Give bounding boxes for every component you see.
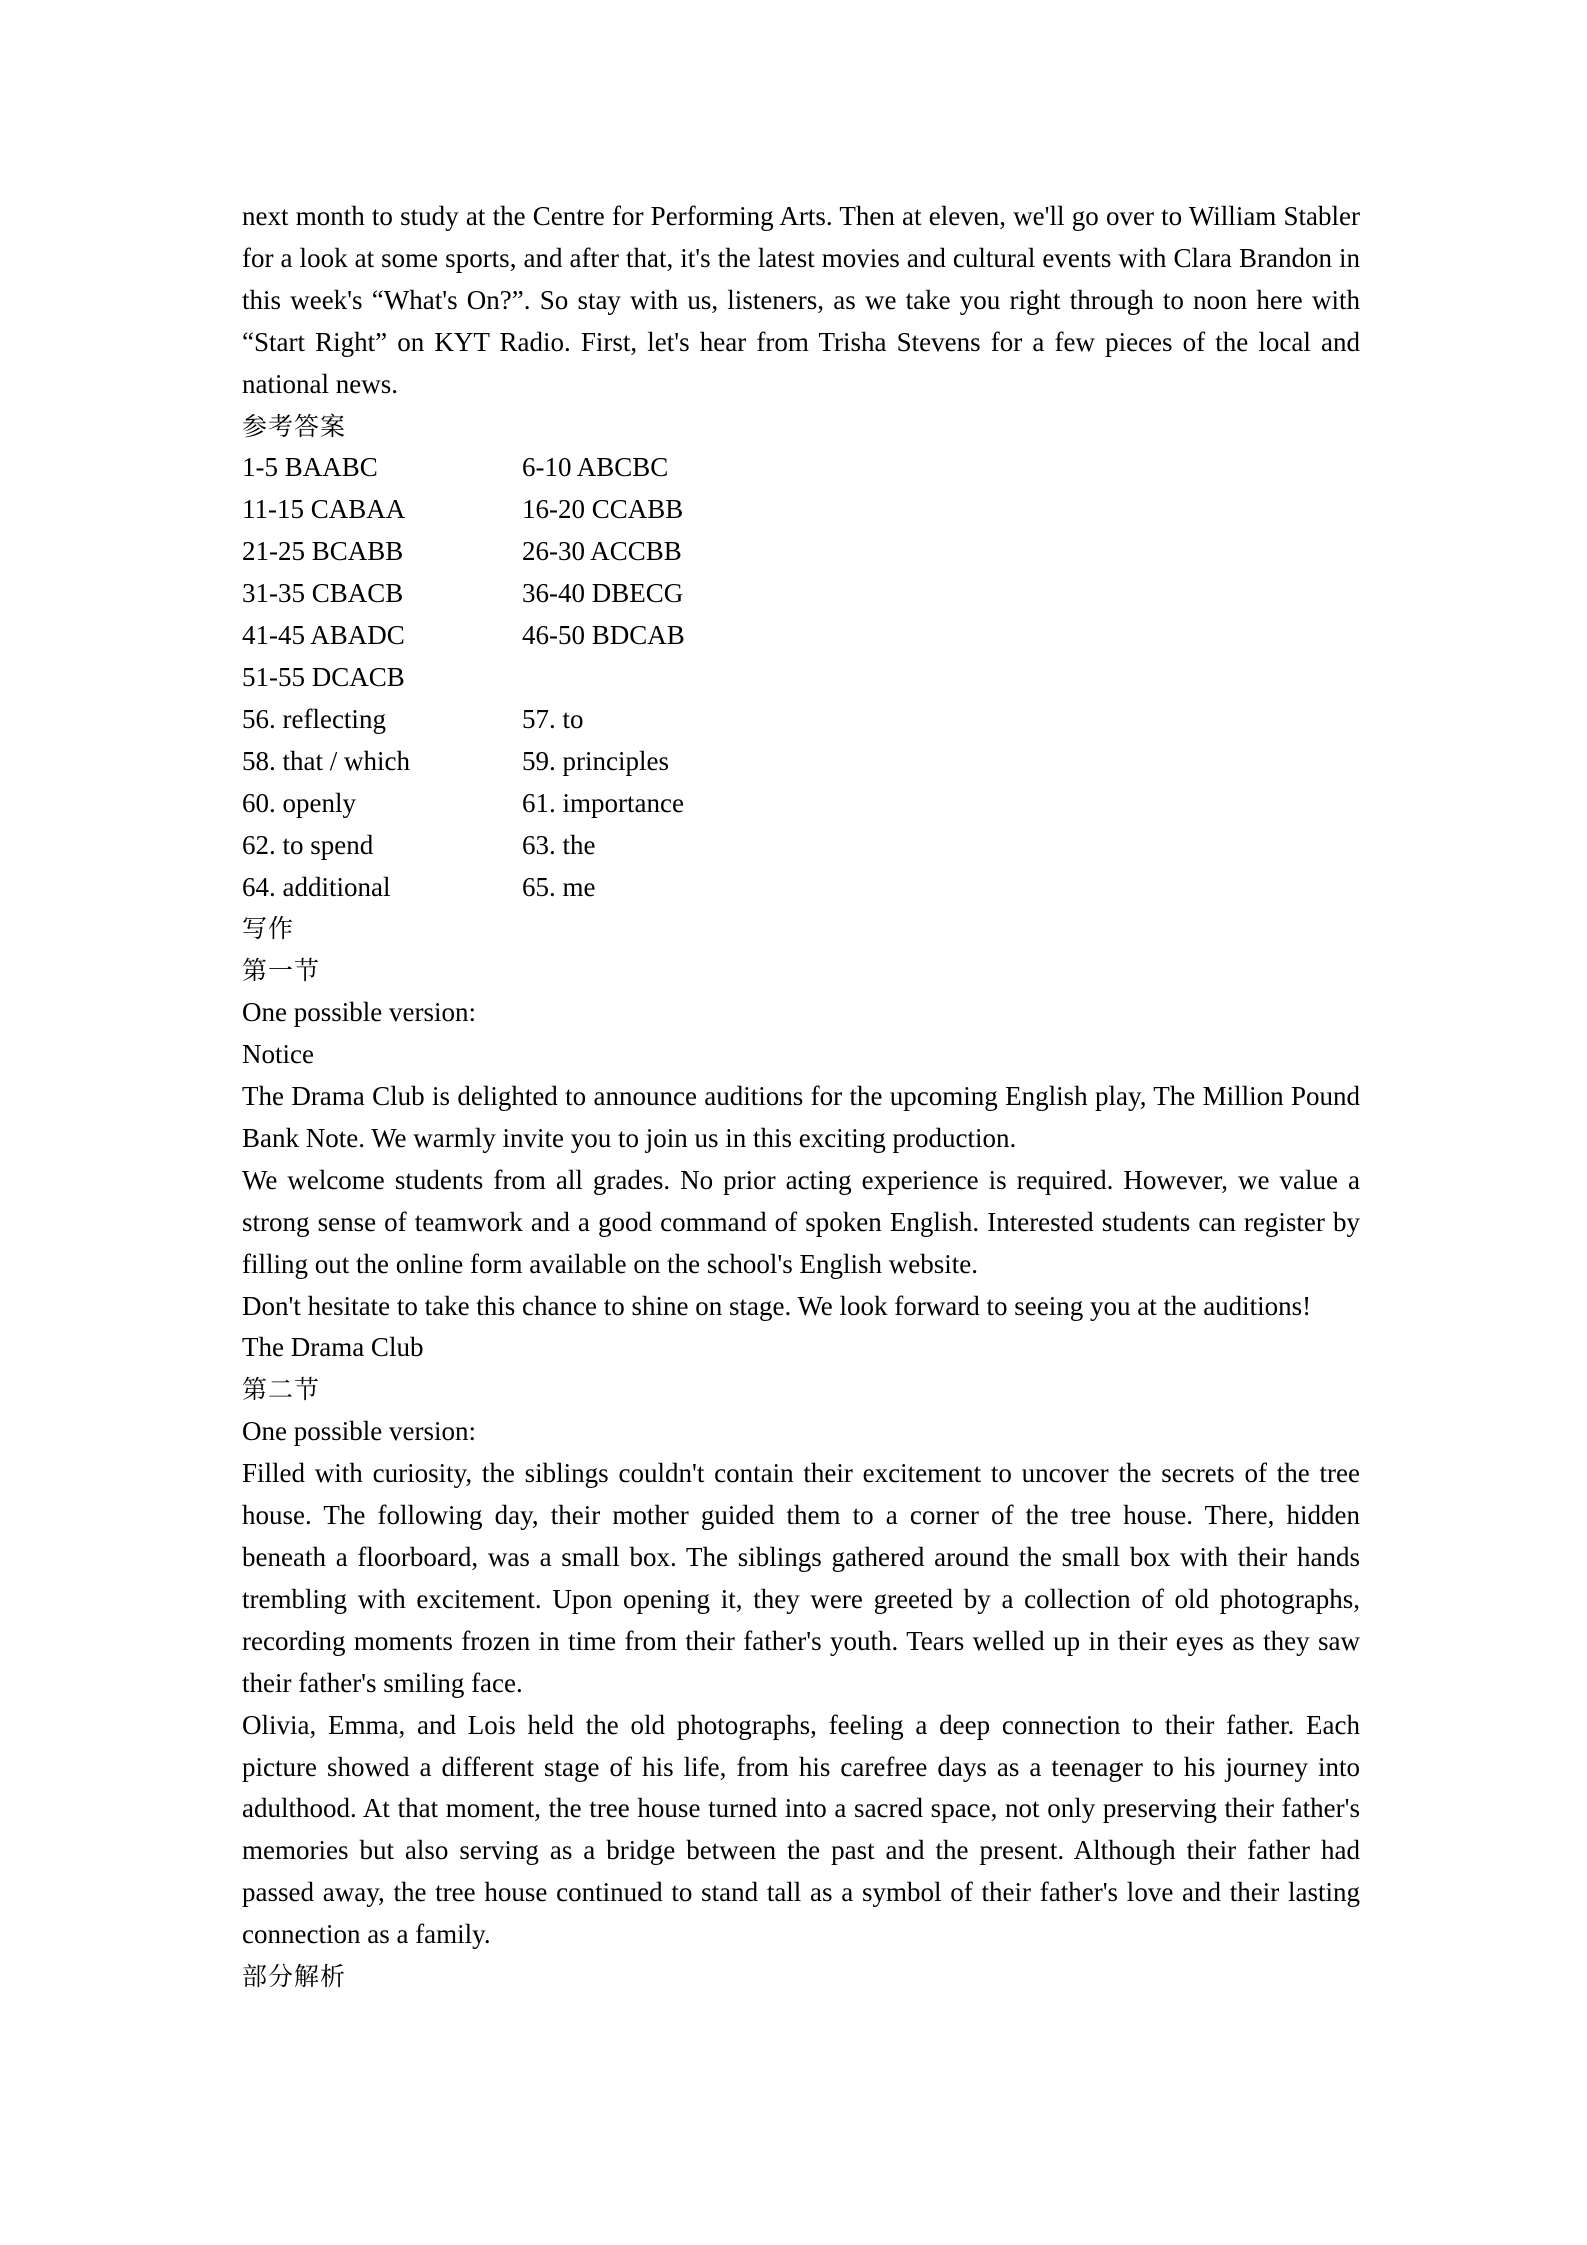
section-2-version-label: One possible version:: [242, 1416, 476, 1447]
answer-row: [242, 489, 1360, 531]
answer-row: [242, 699, 1360, 741]
answers-heading: 参考答案: [242, 411, 347, 441]
answer-row: [242, 447, 1360, 489]
answer-item: 46-50 BDCAB: [522, 620, 685, 651]
answer-item: 51-55 DCACB: [242, 661, 405, 692]
answer-item: 6-10 ABCBC: [522, 452, 669, 483]
answer-row: [242, 825, 1360, 867]
writing-heading: 写作: [242, 914, 295, 944]
answer-row: [242, 573, 1360, 615]
answer-row: [242, 615, 1360, 657]
section-1-heading: 第一节: [242, 956, 321, 986]
notice-title: Notice: [242, 1039, 314, 1070]
answer-row: [242, 531, 1360, 573]
section-2-heading: 第二节: [242, 1375, 321, 1405]
answer-key-list: [242, 447, 1360, 908]
answer-item: 36-40 DBECG: [522, 578, 684, 609]
answer-item: 65. me: [522, 871, 596, 902]
answer-item: 31-35 CBACB: [242, 578, 404, 609]
story-paragraph: Filled with curiosity, the siblings couldn't contain their excitement to uncover the secrets of the tree house. The following day, their mother guided them to a corner of the tree house. There, hidden beneath a floorboard, was a small box. The siblings gathered around the small box with their hands trembling with excitement. Upon opening it, they were greeted by a collection of old photographs, recording moments frozen in time from their father's youth. Tears welled up in their eyes as they saw their father's smiling face.: [242, 1458, 1360, 1698]
answer-row: [242, 657, 1360, 699]
section-1-version-label: One possible version:: [242, 997, 476, 1028]
answer-row: [242, 783, 1360, 825]
answer-row: [242, 867, 1360, 909]
answer-item: 60. openly: [242, 787, 356, 818]
answer-item: 1-5 BAABC: [242, 452, 378, 483]
listening-transcript-paragraph: next month to study at the Centre for Performing Arts. Then at eleven, we'll go over to William Stabler for a look at some sports, and after that, it's the latest movies and cultural events with Clara Brandon in this week's “What's On?”. So stay with us, listeners, as we take you right through to noon here with “Start Right” on KYT Radio. First, let's hear from Trisha Stevens for a few pieces of the local and national news.: [242, 201, 1360, 399]
answer-row: [242, 741, 1360, 783]
answer-item: 56. reflecting: [242, 703, 386, 734]
notice-paragraph: Don't hesitate to take this chance to shine on stage. We look forward to seeing you at the auditions!: [242, 1290, 1312, 1321]
answer-item: 61. importance: [522, 787, 684, 818]
answer-item: 57. to: [522, 703, 584, 734]
answer-item: 63. the: [522, 829, 596, 860]
story-paragraph: Olivia, Emma, and Lois held the old photographs, feeling a deep connection to their father. Each picture showed a different stage of his life, from his carefree days as a teenager to his journey into adulthood. At that moment, the tree house turned into a sacred space, not only preserving their father's memories but also serving as a bridge between the past and the present. Although their father had passed away, the tree house continued to stand tall as a symbol of their father's love and their lasting connection as a family.: [242, 1709, 1360, 1950]
notice-paragraph: We welcome students from all grades. No prior acting experience is required. However, we value a strong sense of teamwork and a good command of spoken English. Interested students can register by filling out the online form available on the school's English website.: [242, 1164, 1360, 1279]
analysis-heading: 部分解析: [242, 1962, 347, 1992]
document-page: [242, 196, 1360, 1998]
answer-item: 16-20 CCABB: [522, 494, 684, 525]
notice-signature: The Drama Club: [242, 1332, 424, 1363]
answer-item: 41-45 ABADC: [242, 620, 405, 651]
answer-item: 11-15 CABAA: [242, 494, 406, 525]
answer-item: 21-25 BCABB: [242, 536, 404, 567]
answer-item: 59. principles: [522, 745, 669, 776]
answer-item: 62. to spend: [242, 829, 374, 860]
answer-item: 64. additional: [242, 871, 391, 902]
answer-item: 26-30 ACCBB: [522, 536, 682, 567]
answer-item: 58. that / which: [242, 745, 410, 776]
notice-paragraph: The Drama Club is delighted to announce auditions for the upcoming English play, The Million Pound Bank Note. We warmly invite you to join us in this exciting production.: [242, 1081, 1360, 1153]
answer-item: [522, 657, 1360, 699]
